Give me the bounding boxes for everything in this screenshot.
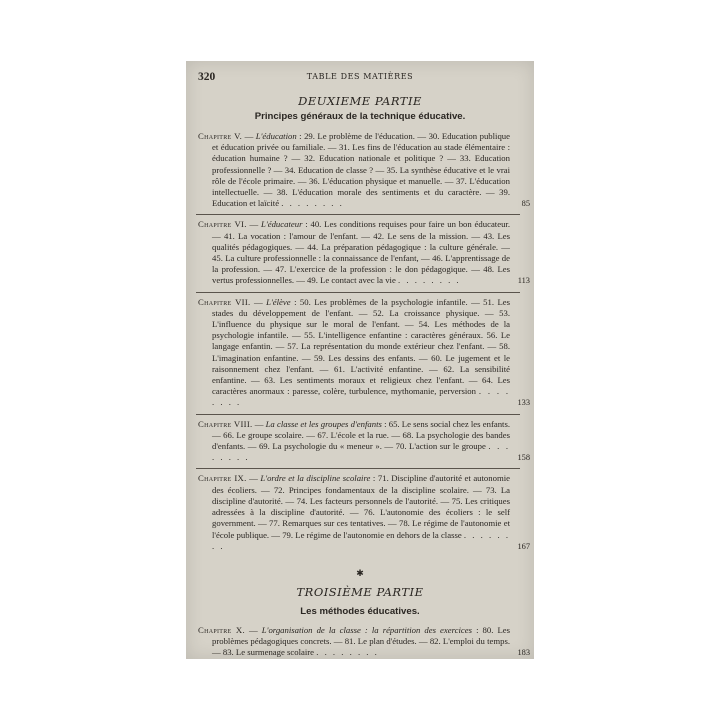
part-title: TROISIÈME PARTIE	[296, 584, 424, 599]
chapter-title: L'éducateur	[261, 219, 303, 230]
leader-dots: . . . . . . . .	[398, 275, 461, 286]
leader-dots: . . . . . . . .	[316, 647, 379, 658]
chapter-title: L'élève	[266, 296, 291, 307]
running-title: TABLE DES MATIÈRES	[306, 72, 414, 81]
chapter-label: Chapitre VII.	[198, 296, 251, 307]
toc-entry	[198, 623, 530, 659]
part-subtitle: Les méthodes éducatives.	[300, 605, 420, 617]
dash: —	[249, 473, 258, 484]
divider	[196, 468, 520, 469]
toc-entry	[198, 295, 530, 412]
part-title: DEUXIEME PARTIE	[298, 94, 422, 108]
divider	[196, 292, 520, 293]
page-number: 320	[198, 71, 216, 83]
chapter-label: Chapitre X.	[198, 624, 245, 635]
chapter-label: Chapitre VIII.	[198, 418, 253, 429]
ornament: ✱	[356, 568, 364, 579]
toc-entry	[198, 417, 530, 467]
page-ref: 113	[517, 276, 530, 286]
dash: —	[244, 131, 254, 141]
leader-dots: . . . . . . . .	[212, 529, 511, 551]
toc-entry	[198, 471, 530, 554]
chapter-contents: : 80. Les problèmes pédagogiques concrets. — 81. Le plan d'études. — 82. L'emploi du temps. — 83. Le surmenage scolaire	[212, 624, 511, 658]
chapter-title: La classe et les groupes d'enfants	[265, 418, 382, 429]
chapter-label: Chapitre VI.	[198, 219, 247, 230]
chapter-contents: : 71. Discipline d'autorité et autonomie des écoliers. — 72. Principes fondamentaux de la discipline scolaire. — 73. La discipline d'autorité. — 74. Les facteurs personnels de l'autorité. — 75. Les critiques adressées à la discipline d'autorité. — 76. L'autonomie des écoliers : le self government. — 77. Remarques sur ces tentatives. — 78. Le régime de l'autonomie et l'école publique. — 79. Le régime de l'autonomie en dehors de la classe	[212, 473, 510, 540]
dash: —	[249, 219, 259, 230]
leader-dots: . . . . . . . .	[212, 386, 511, 408]
chapter-contents: : 29. Le problème de l'éducation. — 30. Education publique et éducation privée ou familiale. — 31. Les fins de l'éducation au stade élémentaire : éducation humaine ? — 32. Education nationale et politique ? — 33. Education professionnelle ? — 34. Education de classe ? — 35. La synthèse éducative et le vrai rôle de l'école primaire. — 36. L'éducation physique et manuelle. — 37. L'éducation intellectuelle. — 38. L'éducation morale des sentiments et du caractère. — 39. Education et laïcité	[212, 131, 510, 209]
page-ref: 85	[521, 199, 530, 209]
leader-dots: . . . . . . . .	[281, 198, 344, 209]
chapter-label: Chapitre V.	[198, 131, 243, 141]
book-page	[186, 61, 534, 659]
dash: —	[254, 418, 264, 429]
leader-dots: . . . . . . . .	[212, 441, 511, 463]
chapter-title: L'ordre et la discipline scolaire	[260, 473, 371, 484]
toc-entry	[198, 217, 530, 289]
dash: —	[249, 624, 258, 635]
toc-entry	[198, 129, 530, 212]
page-ref: 183	[517, 648, 530, 658]
chapter-title: L'organisation de la classe : la répartition des exercices	[261, 624, 473, 635]
divider	[196, 414, 520, 415]
chapter-title: L'éducation	[255, 131, 297, 141]
chapter-contents: : 40. Les conditions requises pour faire un bon éducateur. — 41. La vocation : l'amour de l'enfant. — 42. Le sens de la mission. — 43. Les qualités pédagogiques. — 44. La préparation pédagogique : la culture générale. — 45. La culture professionnelle : la connaissance de l'enfant, — 46. L'apprentissage de la profession. — 47. L'exercice de la profession : le don pédagogique. — 48. Les vertus professionnelles. — 49. Le contact avec la vie	[212, 219, 511, 286]
chapter-contents: : 50. Les problèmes de la psychologie infantile. — 51. Les stades du développement de l'enfant. — 52. La croissance physique. — 53. L'influence du physique sur le moral de l'enfant. — 54. Les méthodes de la psychologie infantile. — 55. L'intelligence enfantine : caractères généraux. 56. Le langage enfantin. — 57. La représentation du monde extérieur chez l'enfant. — 58. L'imagination enfantine. — 59. Les dessins des enfants. — 60. Le jugement et le raisonnement chez l'enfant. — 61. L'activité enfantine. — 62. La sensibilité enfantine. — 63. Les sentiments moraux et religieux chez l'enfant. — 64. Les caractères anormaux : paresse, colère, turbulence, mythomanie, perversion	[212, 296, 511, 397]
page-ref: 158	[517, 453, 530, 463]
page-ref: 133	[517, 398, 530, 408]
part-subtitle: Principes généraux de la technique éducative.	[254, 111, 466, 122]
dash: —	[253, 296, 263, 307]
divider	[196, 214, 520, 215]
page-header	[186, 61, 534, 83]
chapter-contents: : 65. Le sens social chez les enfants. — 66. Le groupe scolaire. — 67. L'école et la rue. — 68. La psychologie des bandes d'enfants. — 69. La psychologie du « meneur ». — 70. L'action sur le groupe	[212, 418, 511, 452]
page-ref: 167	[517, 541, 530, 551]
chapter-label: Chapitre IX.	[198, 473, 247, 484]
